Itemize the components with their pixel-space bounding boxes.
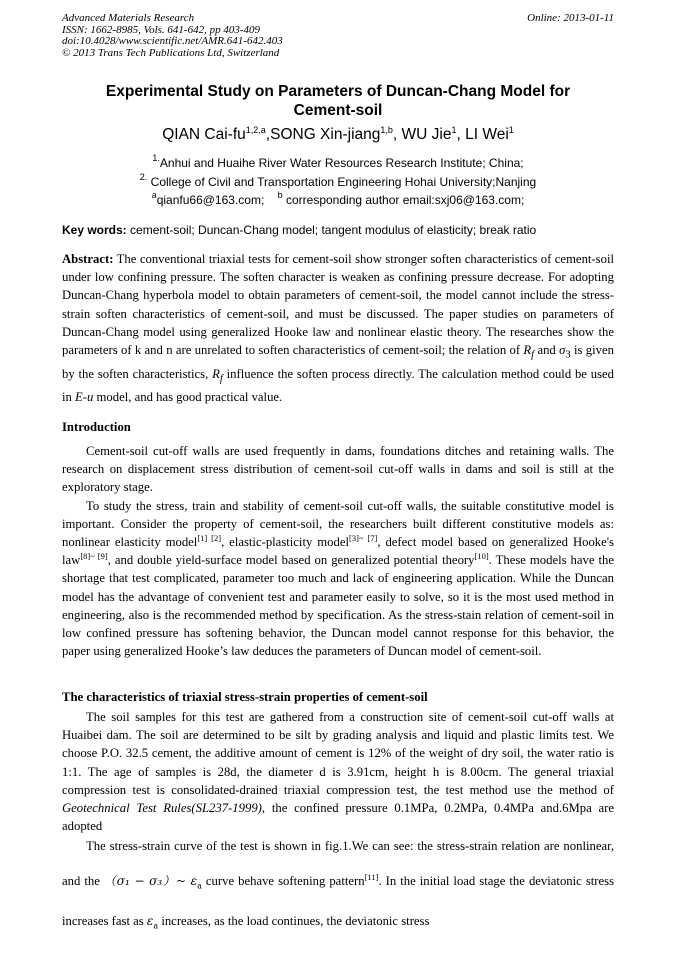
section-heading-triaxial: The characteristics of triaxial stress-strain properties of cement-soil — [62, 690, 428, 704]
author-affil-mark: 1,b — [380, 125, 393, 135]
author-separator: , — [265, 126, 271, 143]
abstract-label: Abstract: — [62, 252, 114, 266]
author-affil-mark: 1 — [508, 125, 514, 135]
text: , elastic-plasticity model — [221, 535, 349, 550]
abstract-text: The conventional triaxial tests for cement-soil show stronger soften characteristics of cement-soil under low confining pressure. The soften character is weaken as confining pressure decrease. For adopting Duncan-Chang hyperbola model to obtain parameters of cement-soil, the model cannot include the stress-strain soften characteristics of cement-soil, and must be discussed. The paper studies on parameters of Duncan-Chang model using generalized Hooke law and nonlinear elastic theory. The researches show the parameters of k and n are unrelated to soften characteristics of cement-soil; the relation of — [62, 252, 614, 358]
email-mark: a — [151, 190, 157, 200]
affiliations — [62, 154, 614, 210]
var-sigma3: σ — [559, 343, 566, 358]
author-separator: , — [456, 126, 466, 143]
section2-body — [62, 708, 614, 943]
citation: [11] — [364, 872, 379, 883]
var-sub: f — [219, 373, 223, 385]
text: curve behave softening pattern — [201, 874, 365, 889]
text: The stress-strain curve of the test is shown in fig.1.We can see: the stress-strain relation are nonlinear, and the — [62, 839, 614, 889]
var-rf: R — [523, 343, 532, 358]
formula-text: ε — [146, 913, 154, 928]
author-name: QIAN Cai-fu — [162, 126, 246, 143]
author-affil-mark: 1 — [451, 125, 457, 135]
text: The soil samples for this test are gathered from a construction site of cement-soil cut-off walls at Huaibei dam. The soil are determined to be silt by grading analysis and liquid and plastic limits test. We choose P.O. 32.5 cement, the additive amount of cement is 12% of the weight of dry soil, the water ratio is 1:1. The age of samples is 28d, the diameter d is 3.91cm, height h is 8.00cm. The general triaxial compression test is consolidated-drained triaxial compression test, the test method use the method of — [62, 710, 614, 797]
email-b: corresponding author email:sxj06@163.com; — [282, 193, 525, 207]
abstract-text: model, and has good practical value. — [93, 390, 283, 405]
text: , the confined pressure 0.1MPa, 0.2MPa, 0.4MPa and.6Mpa are adopted — [62, 801, 614, 834]
journal-header — [62, 13, 614, 59]
text: , defect model based on generalized Hooke's law — [62, 535, 614, 568]
emails — [62, 191, 614, 210]
affiliation-2 — [62, 173, 614, 192]
keywords-label: Key words: — [62, 223, 127, 237]
author-affil-mark: 1,2,a — [245, 125, 266, 135]
affil-text: College of Civil and Transportation Engineering Hohai University;Nanjing — [147, 174, 537, 189]
formula-sub: a — [153, 921, 159, 931]
email-mark: b — [277, 190, 283, 200]
standard-reference: Geotechnical Test Rules(SL237-1999) — [62, 801, 262, 816]
author-name: LI Wei — [465, 126, 509, 143]
abstract — [62, 250, 614, 407]
copyright-line: © 2013 Trans Tech Publications Ltd, Switzerland — [62, 46, 280, 59]
affil-mark: 2. — [139, 171, 148, 182]
text: . In the initial load stage the deviatonic stress increases fast as — [62, 874, 615, 928]
author-list — [62, 126, 614, 144]
journal-name: Advanced Materials Research — [62, 12, 195, 24]
section-heading-introduction: Introduction — [62, 420, 131, 434]
author-name: SONG Xin-jiang — [270, 126, 381, 143]
title-line-1: Experimental Study on Parameters of Duncan-Chang Model for — [105, 83, 571, 100]
online-date: Online: 2013-01-11 — [527, 12, 614, 24]
var-rf: R — [212, 366, 220, 381]
issn-line: ISSN: 1662-8985, Vols. 641-642, pp 403-409 — [62, 23, 260, 36]
author-name: WU Jie — [401, 126, 452, 143]
formula-sub: a — [197, 881, 202, 891]
doi-line: doi:10.4028/www.scientific.net/AMR.641-642.403 — [62, 35, 283, 47]
keywords-text: cement-soil; Duncan-Chang model; tangent modulus of elasticity; break ratio — [126, 223, 537, 237]
abstract-text: and — [534, 343, 560, 358]
email-a: qianfu66@163.com; — [156, 193, 265, 207]
citation: [3]~ [7] — [349, 533, 378, 544]
citation: [8]~ [9] — [80, 551, 108, 562]
text: , and double yield-surface model based on generalized potential theory — [107, 553, 475, 568]
citation: [10] — [474, 551, 489, 562]
author-separator: , — [392, 126, 402, 143]
keywords — [62, 223, 614, 237]
var-sub: 3 — [565, 349, 571, 361]
paragraph — [62, 829, 614, 943]
formula — [103, 874, 202, 891]
citation: [1] [2] — [197, 533, 222, 544]
abstract-text: influence the soften process directly. The calculation method could be used in — [62, 366, 614, 405]
paragraph — [62, 497, 614, 661]
affiliation-1 — [62, 154, 614, 173]
abstract-text: is given by the soften characteristics, — [62, 343, 614, 381]
introduction-body — [62, 442, 614, 660]
model-name: E-u — [75, 390, 94, 405]
title-line-2: Cement-soil — [293, 102, 383, 119]
text: To study the stress, train and stability of cement-soil cut-off walls, the suitable constitutive model is important. Consider the property of cement-soil, the researchers built different constitutive models as: nonlinear elasticity model — [62, 498, 614, 550]
paragraph: Cement-soil cut-off walls are used frequently in dams, foundations ditches and retaining walls. The research on displacement stress distribution of cement-soil cut-off walls in dams and soil is still at the exploratory stage. — [62, 444, 614, 495]
formula-text: （σ₁ − σ₃）~ ε — [103, 874, 198, 889]
paper-title — [62, 82, 614, 120]
paragraph — [62, 708, 614, 835]
epsilon-a — [146, 913, 159, 931]
text: increases, as the load continues, the deviatonic stress — [158, 913, 430, 928]
text: . These models have the shortage that test complicated, parameter too much and lack of engineering application. While the Duncan model has the advantage of convenient test and parameter easily to solve, so it is the most used method in engineering, also is the recommended method by specification. As the stress-stain relation of cement-soil in low confined pressure has softening behavior, the Duncan model cannot response for this behavior, the paper using generalized Hooke’s law deduces the parameters of Duncan model of cement-soil. — [62, 553, 614, 659]
var-sub: f — [531, 349, 535, 361]
affil-mark: 1. — [152, 153, 160, 163]
affil-text: Anhui and Huaihe River Water Resources Research Institute; China; — [159, 156, 524, 170]
